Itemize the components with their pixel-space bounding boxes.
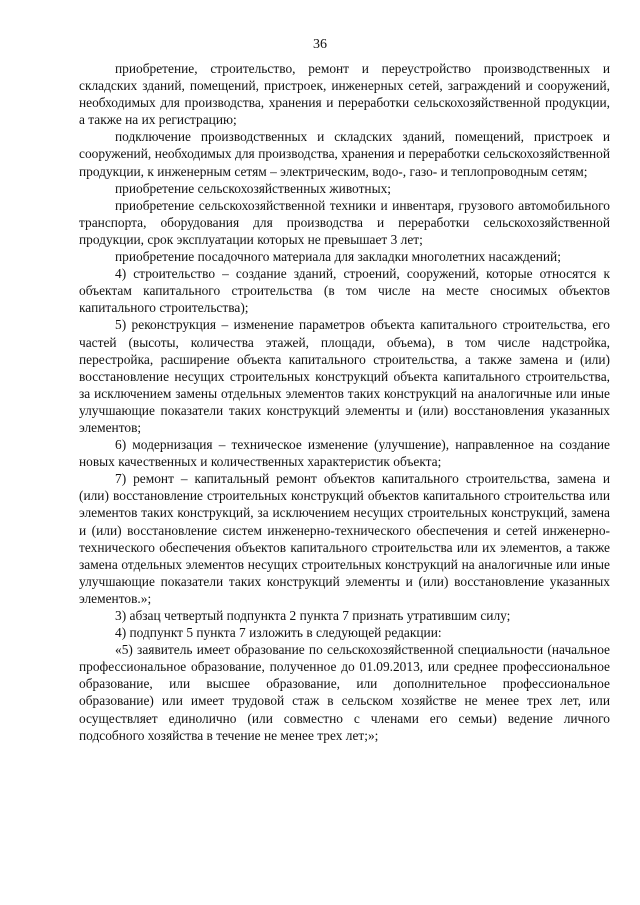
paragraph-machinery-acquisition: приобретение сельскохозяйственной техники и инвентаря, грузового автомобильного транспорта, оборудования для производства и переработки сельскохозяйственной продукции, срок эксплуатации которых не превышает 3 лет; [79, 197, 610, 247]
page-number: 36 [313, 37, 327, 52]
paragraph-amendment-3: 3) абзац четвертый подпункта 2 пункта 7 признать утратившим силу; [115, 608, 511, 623]
paragraph-applicant-education: «5) заявитель имеет образование по сельскохозяйственной специальности (начальное профессиональное образование, полученное до 01.09.2013, или среднее профессиональное образование, или высшее образование, или дополнительное профессиональное образование) или имеет трудовой стаж в сельском хозяйстве не менее трех лет, или осуществляет единолично (или совместно с членами его семьи) ведение личного подсобного хозяйства в течение не менее трех лет;»; [79, 642, 610, 743]
paragraph-livestock-acquisition: приобретение сельскохозяйственных животных; [115, 180, 392, 196]
paragraph-planting-material: приобретение посадочного материала для закладки многолетних насаждений; [115, 249, 561, 265]
paragraph-amendment-4: 4) подпункт 5 пункта 7 изложить в следующей редакции: [115, 625, 442, 641]
paragraph-definition-construction: 4) строительство – создание зданий, строений, сооружений, которые относятся к объектам капитального строительства (в том числе на месте сносимых объектов капитального строительства); [79, 266, 610, 316]
paragraph-utility-connection: подключение производственных и складских зданий, помещений, пристроек и сооружений, необходимых для производства, хранения и переработки сельскохозяйственной продукции, к инженерным сетям – электрическим, водо-, газо- и теплопроводным сетям; [79, 129, 610, 179]
paragraph-definition-modernization: 6) модернизация – техническое изменение (улучшение), направленное на создание новых качественных и количественных характеристик объекта; [79, 437, 610, 470]
paragraph-buildings-acquisition: приобретение, строительство, ремонт и переустройство производственных и складских зданий, помещений, пристроек, инженерных сетей, заграждений и сооружений, необходимых для производства, хранения и переработки сельскохозяйственной продукции, а также на их регистрацию; [79, 61, 610, 128]
paragraph-definition-reconstruction: 5) реконструкция – изменение параметров объекта капитального строительства, его частей (высоты, количества этажей, площади, объема), в том числе надстройка, перестройка, расширение объекта капитального строительства, а также замена и (или) восстановление несущих строительных конструкций объекта капитального строительства, за исключением замены отдельных элементов таких конструкций на аналогичные или иные улучшающие показатели таких конструкций элементы и (или) восстановления указанных элементов; [79, 317, 610, 435]
document-body [79, 60, 610, 744]
paragraph-definition-repair: 7) ремонт – капитальный ремонт объектов капитального строительства, замена и (или) восстановление строительных конструкций объектов капитального строительства или элементов таких конструкций, за исключением несущих строительных конструкций, замена и (или) восстановление систем инженерно-технического обеспечения и сетей инженерно-технического обеспечения объектов капитального строительства или их элементов, а также замена отдельных элементов несущих строительных конструкций на аналогичные или иные улучшающие показатели таких конструкций элементы и (или) восстановление указанных элементов.»; [79, 471, 610, 606]
